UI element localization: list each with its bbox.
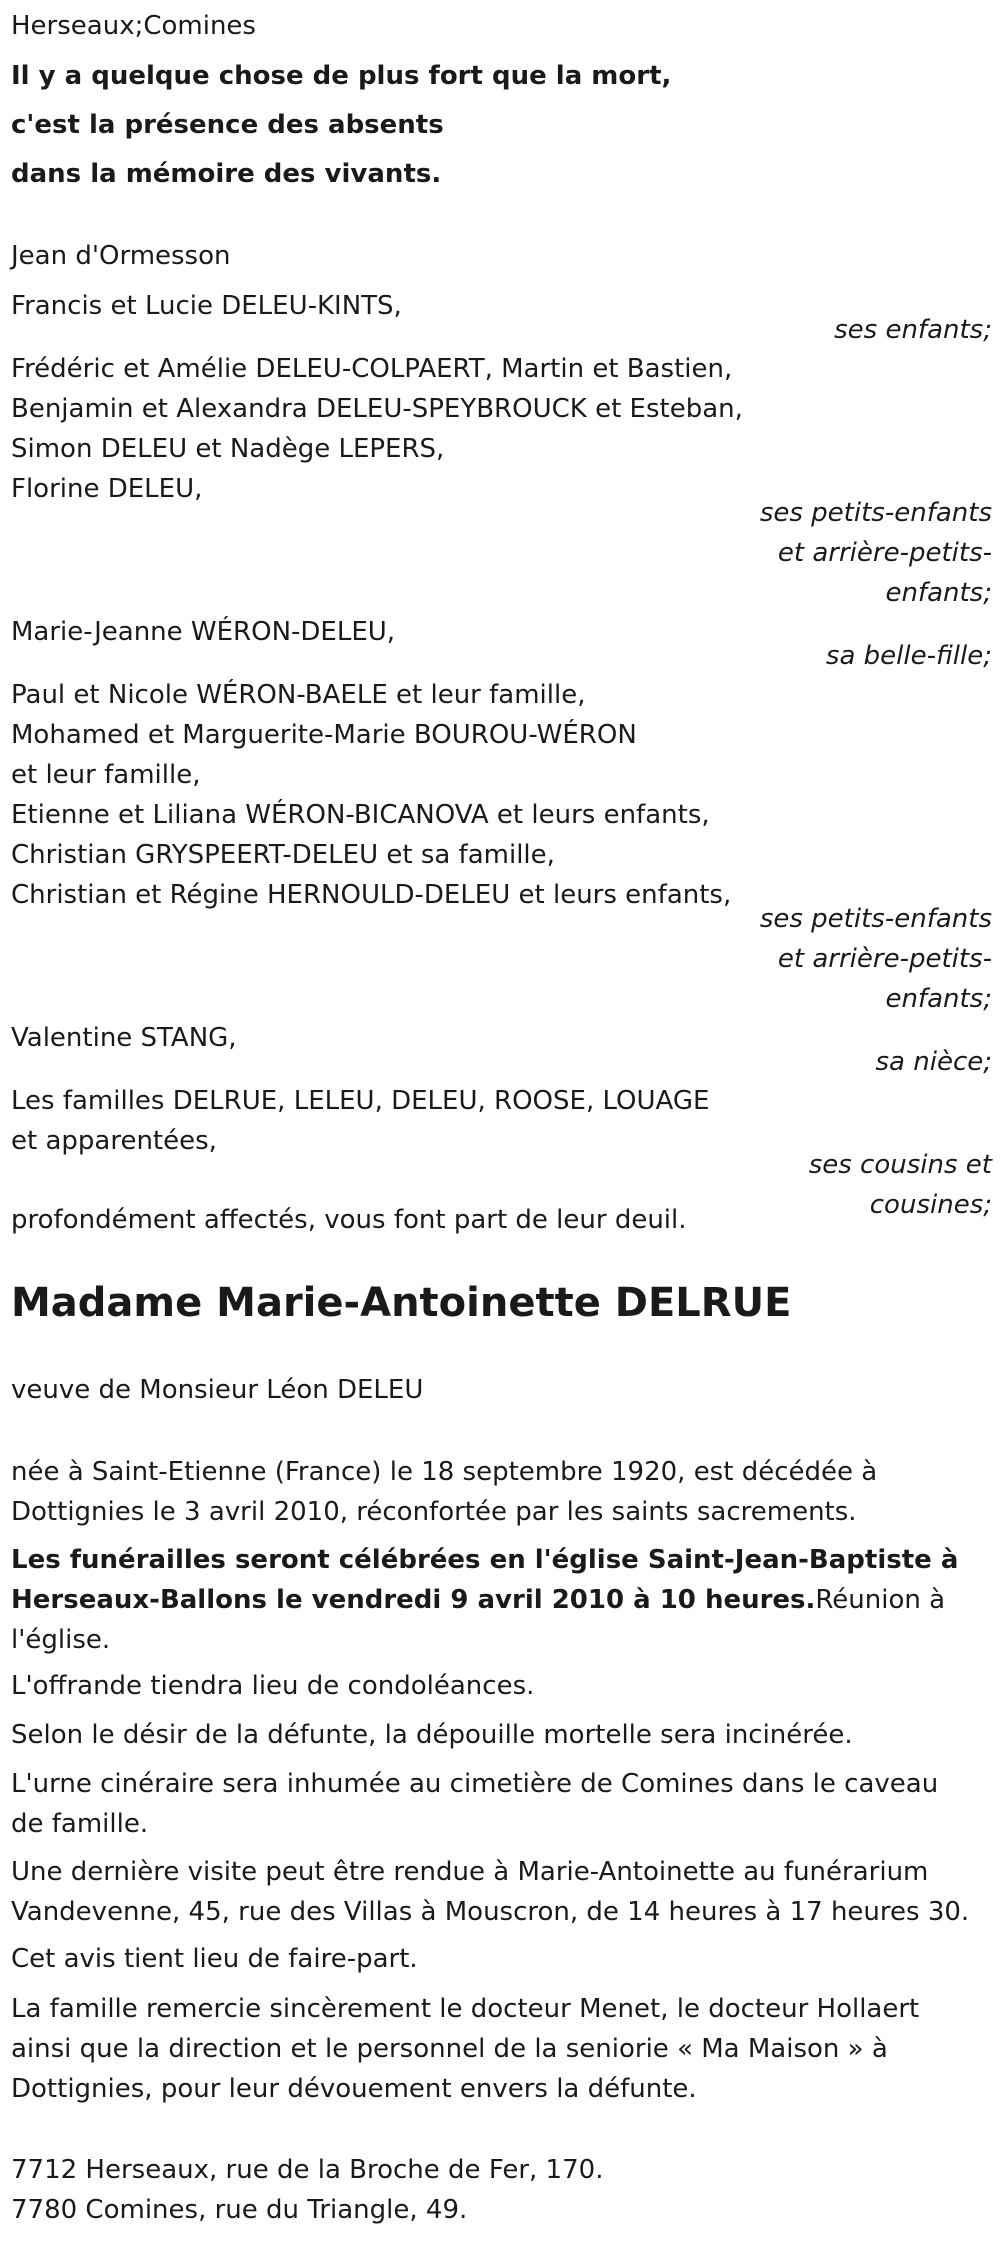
daughter-in-law-name: Marie-Jeanne WÉRON-DELEU, xyxy=(11,617,396,647)
niece-relation: sa nièce; xyxy=(875,1047,992,1077)
address-line: 7780 Comines, rue du Triangle, 49. xyxy=(11,2195,468,2225)
thanks-paragraph: La famille remercie sincèrement le docteur Menet, le docteur Hollaert ainsi que la direction et le personnel de la seniorie « Ma Maison » à Dottignies, pour leur dévouement envers la défunte. xyxy=(11,1994,920,2104)
notice-paragraph: Cet avis tient lieu de faire-part. xyxy=(11,1944,418,1974)
funeral-bold-text: Les funérailles seront célébrées en l'église Saint-Jean-Baptiste à Herseaux-Ballons le vendredi 9 avril 2010 à 10 heures. xyxy=(11,1545,959,1615)
cousins-name: Les familles DELRUE, LELEU, DELEU, ROOSE, LOUAGE xyxy=(11,1086,710,1116)
children-relation: ses enfants; xyxy=(834,315,992,345)
grandchildren-name: Benjamin et Alexandra DELEU-SPEYBROUCK et Esteban, xyxy=(11,394,743,424)
step-grandchildren-name: Paul et Nicole WÉRON-BAELE et leur famille, xyxy=(11,680,586,710)
funeral-rest-text: Réunion à l'église. xyxy=(11,1585,946,1655)
widow-of: veuve de Monsieur Léon DELEU xyxy=(11,1375,424,1405)
step-grandchildren-relation: ses petits-enfants xyxy=(759,904,992,934)
step-grandchildren-relation: et arrière-petits- xyxy=(777,944,992,974)
cousins-name: et apparentées, xyxy=(11,1126,217,1156)
grandchildren-relation: et arrière-petits- xyxy=(777,538,992,568)
children-name: Francis et Lucie DELEU-KINTS, xyxy=(11,291,402,321)
location-heading: Herseaux;Comines xyxy=(11,11,256,41)
cousins-relation: ses cousins et xyxy=(808,1150,992,1180)
step-grandchildren-name: Christian GRYSPEERT-DELEU et sa famille, xyxy=(11,840,555,870)
visit-paragraph: Une dernière visite peut être rendue à Marie-Antoinette au funérarium Vandevenne, 45, rue des Villas à Mouscron, de 14 heures à 17 heures 30. xyxy=(11,1857,970,1927)
mourners-closing: profondément affectés, vous font part de leur deuil. xyxy=(11,1205,687,1235)
grandchildren-name: Frédéric et Amélie DELEU-COLPAERT, Martin et Bastien, xyxy=(11,354,733,384)
step-grandchildren-name: Etienne et Liliana WÉRON-BICANOVA et leurs enfants, xyxy=(11,800,710,830)
cremation-paragraph: Selon le désir de la défunte, la dépouille mortelle sera incinérée. xyxy=(11,1720,853,1750)
offering-paragraph: L'offrande tiendra lieu de condoléances. xyxy=(11,1671,535,1701)
daughter-in-law-relation: sa belle-fille; xyxy=(825,641,992,671)
birth-death-paragraph: née à Saint-Etienne (France) le 18 septembre 1920, est décédée à Dottignies le 3 avril 2010, réconfortée par les saints sacrements. xyxy=(11,1457,878,1527)
grandchildren-relation: enfants; xyxy=(885,578,992,608)
quote-line-3: dans la mémoire des vivants. xyxy=(11,159,442,189)
quote-line-1: Il y a quelque chose de plus fort que la mort, xyxy=(11,61,672,91)
cousins-relation: cousines; xyxy=(869,1190,992,1220)
grandchildren-relation: ses petits-enfants xyxy=(759,498,992,528)
step-grandchildren-relation: enfants; xyxy=(885,984,992,1014)
urn-paragraph: L'urne cinéraire sera inhumée au cimetière de Comines dans le caveau de famille. xyxy=(11,1769,939,1839)
step-grandchildren-name: Mohamed et Marguerite-Marie BOUROU-WÉRON xyxy=(11,720,637,750)
quote-line-2: c'est la présence des absents xyxy=(11,110,444,140)
step-grandchildren-name: Christian et Régine HERNOULD-DELEU et leurs enfants, xyxy=(11,880,732,910)
grandchildren-name: Florine DELEU, xyxy=(11,474,203,504)
address-line: 7712 Herseaux, rue de la Broche de Fer, 170. xyxy=(11,2155,604,2185)
quote-author: Jean d'Ormesson xyxy=(11,241,231,271)
grandchildren-name: Simon DELEU et Nadège LEPERS, xyxy=(11,434,445,464)
funeral-paragraph xyxy=(11,1540,971,1660)
step-grandchildren-name: et leur famille, xyxy=(11,760,201,790)
deceased-name: Madame Marie-Antoinette DELRUE xyxy=(11,1280,792,1326)
niece-name: Valentine STANG, xyxy=(11,1023,237,1053)
